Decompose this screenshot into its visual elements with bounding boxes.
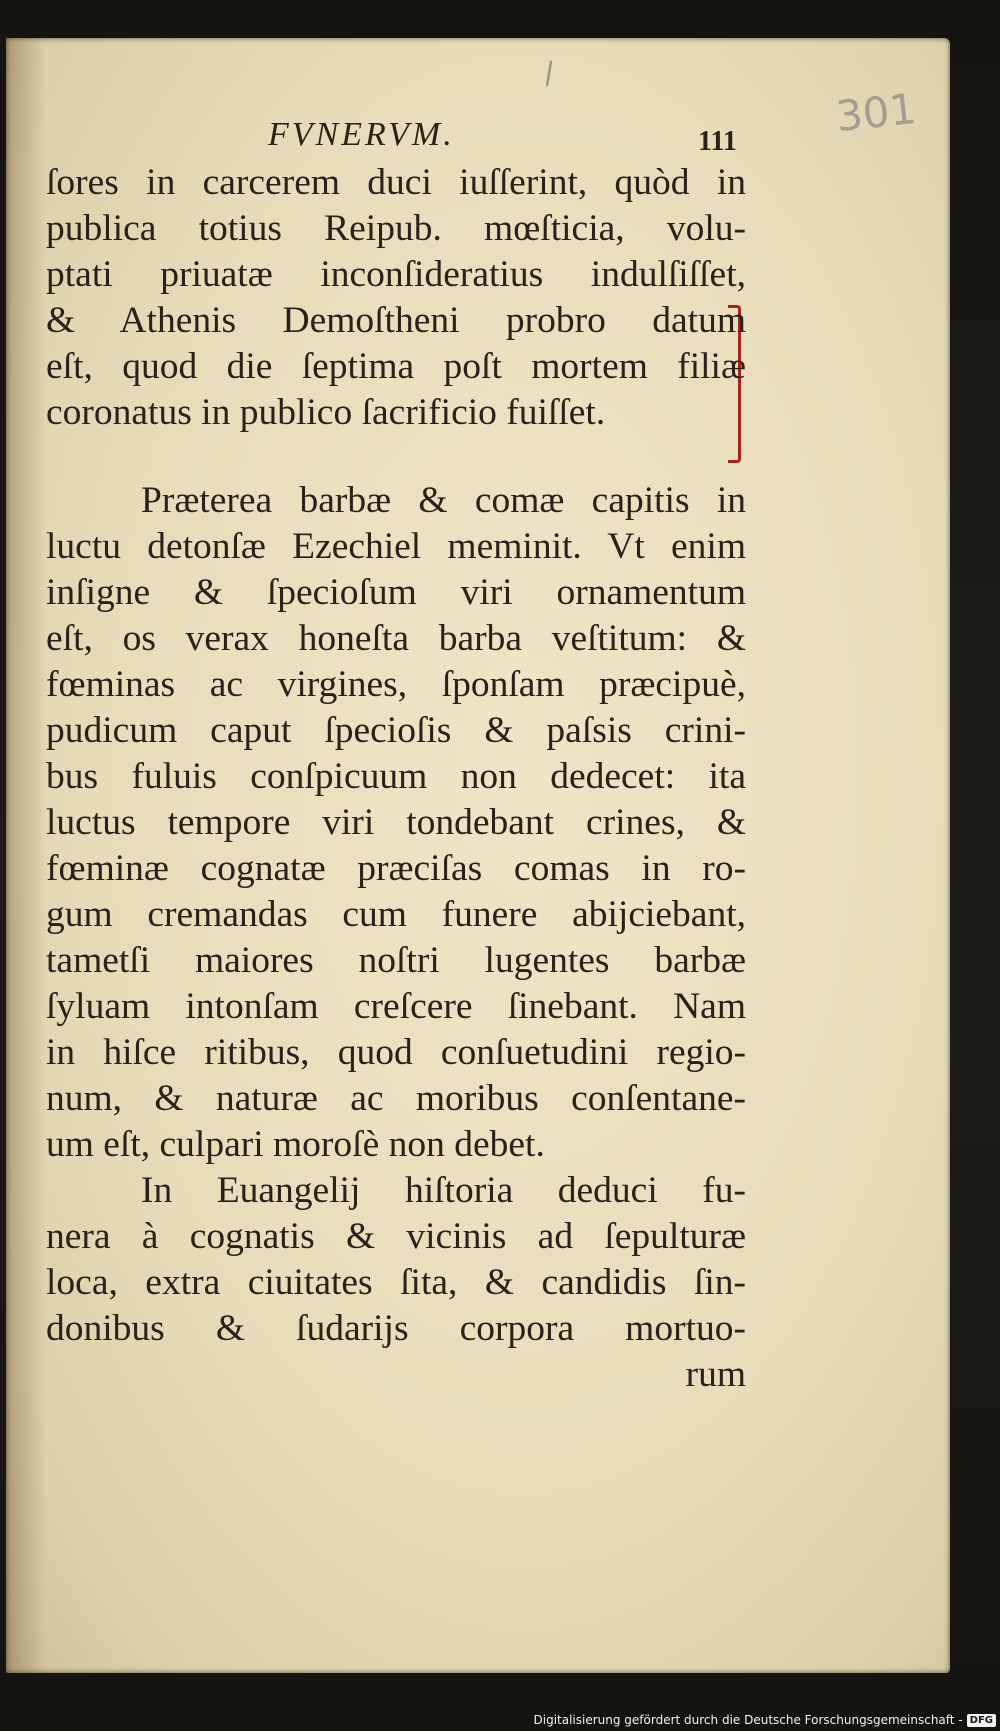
text-line: ptati priuatæ inconſideratius indulſiſſet, (46, 254, 746, 295)
pencil-mark: / (541, 55, 557, 92)
running-head: FVNERVM. (268, 116, 455, 153)
text-line: luctu detonſæ Ezechiel meminit. Vt enim (46, 526, 746, 567)
paragraph-gap (46, 436, 746, 478)
text-line: coronatus in publico ſacrificio fuiſſet. (46, 392, 606, 433)
text-line: In Euangelij hiſtoria deduci fu- (141, 1170, 746, 1211)
dfg-logo: DFG (967, 1714, 996, 1727)
body-text (46, 160, 746, 1398)
catchword: rum (685, 1354, 746, 1395)
text-line: pudicum caput ſpecioſis & paſsis crini- (46, 710, 746, 751)
pencil-folio-number: 301 (833, 83, 919, 142)
text-line: tametſi maiores noſtri lugentes barbæ (46, 940, 746, 981)
page-number: 111 (698, 126, 737, 157)
text-line: ſores in carcerem duci iuſſerint, quòd in (46, 162, 746, 203)
text-line: in hiſce ritibus, quod conſuetudini regio- (46, 1032, 746, 1073)
text-line: ſyluam intonſam creſcere ſinebant. Nam (46, 986, 746, 1027)
text-line: fœminæ cognatæ præciſas comas in ro- (46, 848, 746, 889)
text-line: publica totius Reipub. mœſticia, volu- (46, 208, 746, 249)
credit-text: Digitalisierung gefördert durch die Deutsche Forschungsgemeinschaft - (533, 1713, 963, 1727)
text-line: num, & naturæ ac moribus conſentane- (46, 1078, 746, 1119)
text-line: luctus tempore viri tondebant crines, & (46, 802, 746, 843)
text-line: fœminas ac virgines, ſponſam præcipuè, (46, 664, 746, 705)
text-line: inſigne & ſpecioſum viri ornamentum (46, 572, 746, 613)
text-line: gum cremandas cum funere abijciebant, (46, 894, 746, 935)
text-line: & Athenis Demoſtheni probro datum (46, 300, 746, 341)
text-line: bus fuluis conſpicuum non dedecet: ita (46, 756, 746, 797)
text-line: eſt, quod die ſeptima poſt mortem filiæ (46, 346, 746, 387)
text-line: eſt, os verax honeſta barba veſtitum: & (46, 618, 746, 659)
book-page (6, 38, 950, 1673)
digitization-credit (534, 1713, 997, 1727)
text-line: donibus & ſudarijs corpora mortuo- (46, 1308, 746, 1349)
text-line: loca, extra ciuitates ſita, & candidis ſin- (46, 1262, 746, 1303)
text-line: Præterea barbæ & comæ capitis in (141, 480, 746, 521)
text-line: nera à cognatis & vicinis ad ſepulturæ (46, 1216, 746, 1257)
text-line: um eſt, culpari moroſè non debet. (46, 1124, 545, 1165)
